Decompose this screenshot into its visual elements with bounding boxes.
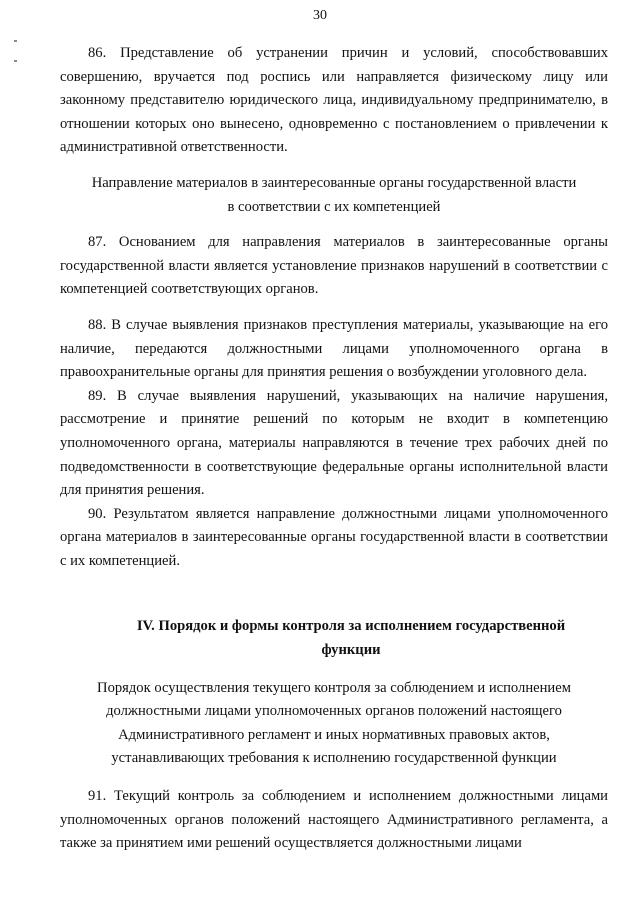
paragraph-91: 91. Текущий контроль за соблюдением и исполнением должностными лицами уполномоченных органов положений настоящего Административного регламента, а также за принятием ими решений осуществляется должностными лицами	[60, 788, 608, 852]
section-iv-title-line1: IV. Порядок и формы контроля за исполнением государственной	[136, 618, 566, 635]
subheading-current-control-line2: должностными лицами уполномоченных органов положений настоящего	[106, 703, 562, 720]
scan-artifact-dot	[14, 60, 17, 62]
paragraph-88: 88. В случае выявления признаков преступления материалы, указывающие на его наличие, передаются должностными лицами уполномоченного органа в правоохранительные органы для принятия решения о возбуждении уголовного дела.	[60, 316, 608, 381]
paragraph-86: 86. Представление об устранении причин и условий, способствовавших совершению, вручается под роспись или направляется физическому лицу или законному представителю юридического лица, индивидуальному предпринимателю, в отношении которых оно вынесено, одновременно с постановлением о привлечении к административной ответственности.	[60, 45, 608, 156]
subheading-materials-line1: Направление материалов в заинтересованные органы государственной власти	[91, 174, 577, 191]
subheading-current-control-line1: Порядок осуществления текущего контроля за соблюдением и исполнением	[97, 679, 571, 696]
page-number: 30	[313, 8, 327, 23]
subheading-current-control-line3: Административного регламент и иных нормативных правовых актов,	[118, 726, 550, 743]
section-iv-title-line2: функции	[321, 642, 381, 659]
scan-artifact-dot	[14, 40, 17, 42]
paragraph-90: 90. Результатом является направление должностными лицами уполномоченного органа материалов в заинтересованные органы государственной власти в соответствии с их компетенцией.	[60, 505, 608, 569]
subheading-current-control-line4: устанавливающих требования к исполнению государственной функции	[111, 750, 557, 767]
document-body	[60, 42, 608, 856]
paragraph-89: 89. В случае выявления нарушений, указывающих на наличие нарушения, рассмотрение и принятие решений по которым не входит в компетенцию уполномоченного органа, материалы направляются в течение трех рабочих дней по подведомственности в соответствующие федеральные органы исполнительной власти для принятия решения.	[60, 387, 608, 499]
paragraph-87: 87. Основанием для направления материалов в заинтересованные органы государственной власти является установление признаков нарушений в соответствии с компетенцией соответствующих органов.	[60, 234, 608, 298]
subheading-materials-line2: в соответствии с их компетенцией	[227, 198, 441, 215]
